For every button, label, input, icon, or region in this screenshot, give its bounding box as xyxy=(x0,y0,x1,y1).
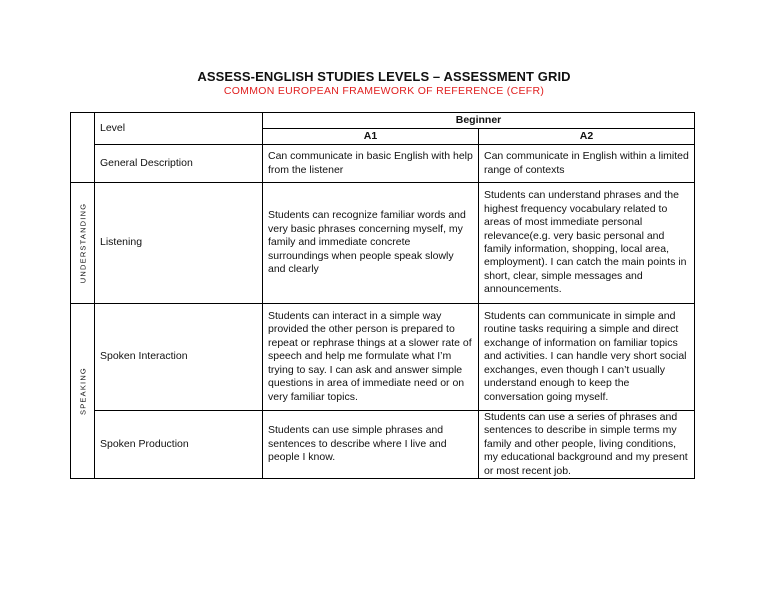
band-header: Beginner xyxy=(263,113,695,129)
section-understanding xyxy=(71,183,95,304)
section-understanding-label: UNDERSTANDING xyxy=(77,202,87,284)
spoken-production-a2: Students can use a series of phrases and sentences to describe in simple terms my family and other people, living conditions, my educational background and my present or most recent job. xyxy=(479,411,695,479)
section-speaking xyxy=(71,304,95,479)
blank-side-cell xyxy=(71,113,95,183)
column-header-a1: A1 xyxy=(263,129,479,145)
assessment-grid xyxy=(70,112,695,479)
spoken-production-a1: Students can use simple phrases and sentences to describe where I live and people I know. xyxy=(263,411,479,479)
section-speaking-label: SPEAKING xyxy=(77,367,87,415)
spoken-interaction-a1: Students can interact in a simple way provided the other person is prepared to repeat or rephrase things at a slower rate of speech and help me formulate what I’m trying to say. I can ask and answer simple questions in area of immediate need or on very familiar topics. xyxy=(263,304,479,411)
page-title: ASSESS-ENGLISH STUDIES LEVELS – ASSESSMENT GRID xyxy=(197,69,571,84)
spoken-interaction-a2: Students can communicate in simple and routine tasks requiring a simple and direct exchange of information on familiar topics and activities. I can handle very short social exchanges, even though I can’t usually understand enough to keep the conversation going myself. xyxy=(479,304,695,411)
column-header-a2: A2 xyxy=(479,129,695,145)
general-description-label: General Description xyxy=(95,145,263,183)
level-label: Level xyxy=(95,113,263,145)
listening-label: Listening xyxy=(95,183,263,304)
listening-a2: Students can understand phrases and the highest frequency vocabulary related to areas of most immediate personal relevance(e.g. very basic personal and family information, shopping, local area, employment). I can catch the main points in short, clear, simple messages and announcements. xyxy=(479,183,695,304)
general-description-a1: Can communicate in basic English with help from the listener xyxy=(263,145,479,183)
listening-a1: Students can recognize familiar words and very basic phrases concerning myself, my family and immediate concrete surroundings when people speak slowly and clearly xyxy=(263,183,479,304)
page-subtitle: COMMON EUROPEAN FRAMEWORK OF REFERENCE (CEFR) xyxy=(223,85,545,97)
general-description-a2: Can communicate in English within a limited range of contexts xyxy=(479,145,695,183)
spoken-interaction-label: Spoken Interaction xyxy=(95,304,263,411)
spoken-production-label: Spoken Production xyxy=(95,411,263,479)
